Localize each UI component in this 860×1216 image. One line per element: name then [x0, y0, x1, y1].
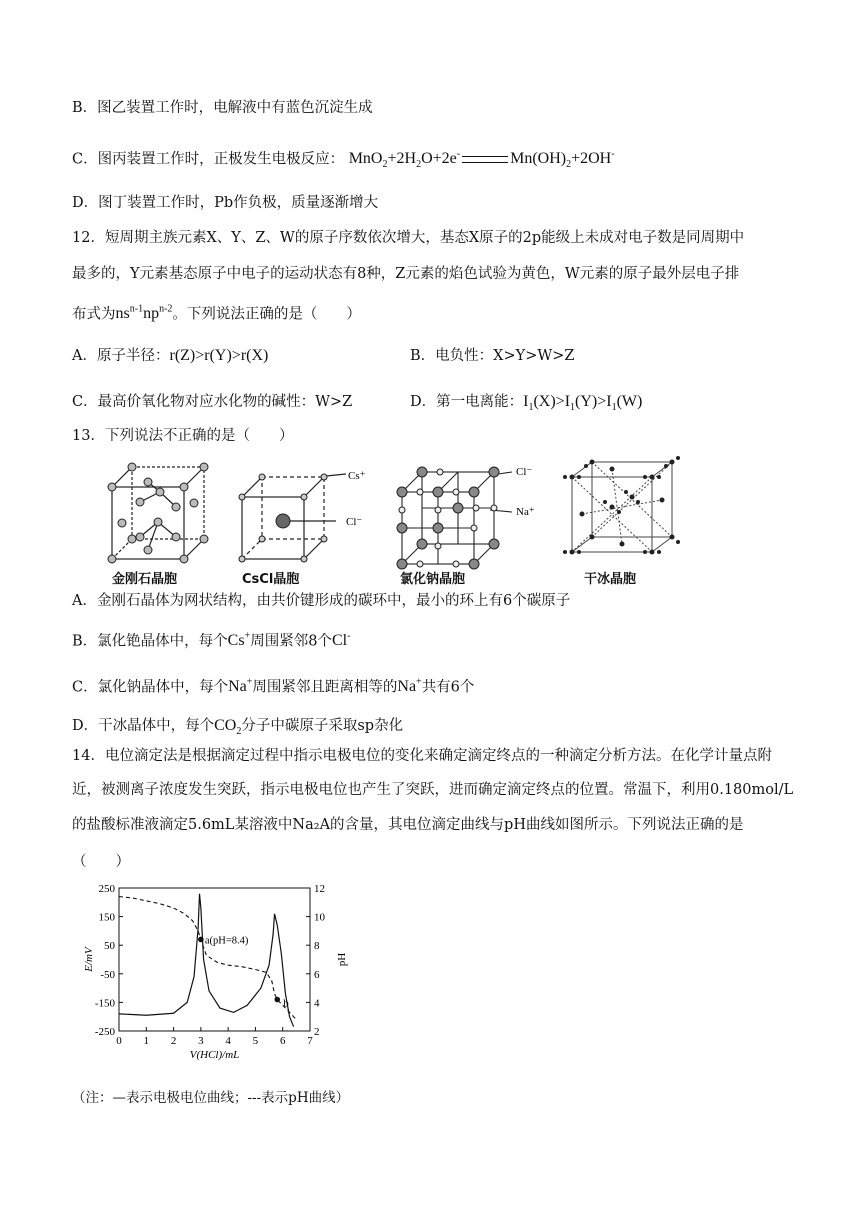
q14-stem-line1: 14．电位滴定法是根据滴定过程中指示电极电位的变化来确定滴定终点的一种滴定分析方法。在化学计量点附 — [72, 748, 772, 764]
cl-ion-label: Cl⁻ — [346, 516, 363, 528]
q13-stem: 13．下列说法不正确的是（ ） — [72, 428, 294, 444]
q14-paren: （ ） — [72, 854, 130, 870]
y-left-axis-label: E/mV — [83, 947, 95, 972]
y-right-tick-label: 4 — [314, 997, 320, 1010]
q13-option-b: B．氯化铯晶体中，每个Cs+周围紧邻8个Cl- — [72, 631, 351, 650]
x-tick-label: 2 — [170, 1035, 177, 1047]
q12-stem-line2: 最多的，Y元素基态原子中电子的运动状态有8种，Z元素的焰色试验为黄色，W元素的原子最外层电子排 — [72, 266, 740, 282]
y-left-tick-label: -150 — [94, 997, 115, 1010]
q11-option-b: B．图乙装置工作时，电解液中有蓝色沉淀生成 — [72, 100, 373, 116]
q14-stem-line3: 的盐酸标准液滴定5.6mL某溶液中Na₂A的含量，其电位滴定曲线与pH曲线如图所示。下列说法正确的是 — [72, 817, 744, 833]
x-tick-label: 1 — [143, 1035, 150, 1047]
q13-option-a: A．金刚石晶体为网状结构，由共价键形成的碳环中，最小的环上有6个碳原子 — [72, 593, 571, 609]
caption-dry-ice: 干冰晶胞 — [584, 572, 637, 587]
na-ion-label: Na⁺ — [516, 506, 535, 518]
y-right-tick-label: 6 — [314, 968, 320, 981]
nacl-cell — [402, 472, 512, 564]
x-tick-label: 0 — [116, 1035, 122, 1047]
y-right-tick-label: 10 — [314, 911, 325, 924]
q12-stem-line3: 布式为$ns^{n-1}np^{n-2}$。下列说法正确的是（ ） — [72, 304, 361, 323]
y-left-tick-label: 250 — [98, 883, 115, 895]
chart-note: （注：—表示电极电位曲线；---表示pH曲线） — [72, 1090, 350, 1106]
potential-curve — [119, 894, 294, 1027]
q11-option-d: D．图丁装置工作时，Pb作负极，质量逐渐增大 — [72, 195, 379, 211]
point-b — [274, 997, 280, 1003]
q13-option-c: C．氯化钠晶体中，每个Na+周围紧邻且距离相等的Na+共有6个 — [72, 677, 475, 696]
caption-nacl: 氯化钠晶胞 — [400, 572, 466, 587]
titration-chart — [72, 878, 392, 1078]
y-right-tick-label: 12 — [314, 883, 325, 895]
x-tick-label: 6 — [279, 1035, 286, 1047]
y-right-tick-label: 2 — [314, 1026, 320, 1038]
cs-ion-label: Cs⁺ — [348, 470, 366, 482]
y-left-tick-label: 50 — [104, 940, 115, 953]
equation-arrow — [462, 156, 508, 163]
x-tick-label: 4 — [225, 1035, 231, 1047]
point-b-label: b — [283, 997, 289, 1010]
diamond-cell — [112, 467, 204, 559]
q11-option-c: C．图丙装置工作时，正极发生电极反应： $MnO_2+2H_2O+2e^-$ $Mn(OH)_2+2OH^-$ — [72, 149, 615, 171]
point-a — [198, 937, 204, 943]
q12-option-b: B．电负性：X>Y>W>Z — [410, 348, 575, 364]
cscl-cell — [242, 474, 346, 559]
y-left-tick-label: 150 — [98, 911, 115, 924]
caption-cscl: CsCl晶胞 — [242, 572, 300, 587]
q14-stem-line2: 近，被测离子浓度发生突跃，指示电极电位也产生了突跃，进而确定滴定终点的位置。常温下，利用0.180mol/L — [72, 782, 794, 798]
y-right-tick-label: 8 — [314, 940, 320, 953]
x-tick-label: 5 — [252, 1035, 259, 1047]
y-left-tick-label: -50 — [100, 968, 115, 981]
x-axis-label: V(HCl)/mL — [189, 1049, 240, 1061]
cl-ion-label-2: Cl⁻ — [516, 466, 533, 478]
q13-option-d: D．干冰晶体中，每个$CO_2$分子中碳原子采取sp杂化 — [72, 717, 404, 738]
q12-option-c: C．最高价氧化物对应水化物的碱性：W>Z — [72, 394, 353, 410]
point-a-label: a(pH=8.4) — [204, 935, 249, 947]
q12-option-a: A．原子半径：r(Z)>r(Y)>r(X) — [72, 347, 269, 364]
caption-diamond: 金刚石晶胞 — [112, 572, 178, 587]
q12-stem-line1: 12．短周期主族元素X、Y、Z、W的原子序数依次增大，基态X原子的2p能级上未成对电子数是同周期中 — [72, 230, 745, 246]
dry-ice-cell — [572, 462, 672, 552]
x-tick-label: 7 — [307, 1035, 313, 1047]
y-left-tick-label: -250 — [94, 1026, 115, 1038]
x-tick-label: 3 — [198, 1035, 204, 1047]
q12-option-d: D．第一电离能：$I_1(X)>I_1(Y)>I_1(W)$ — [410, 393, 643, 414]
y-right-axis-label: pH — [336, 952, 348, 967]
